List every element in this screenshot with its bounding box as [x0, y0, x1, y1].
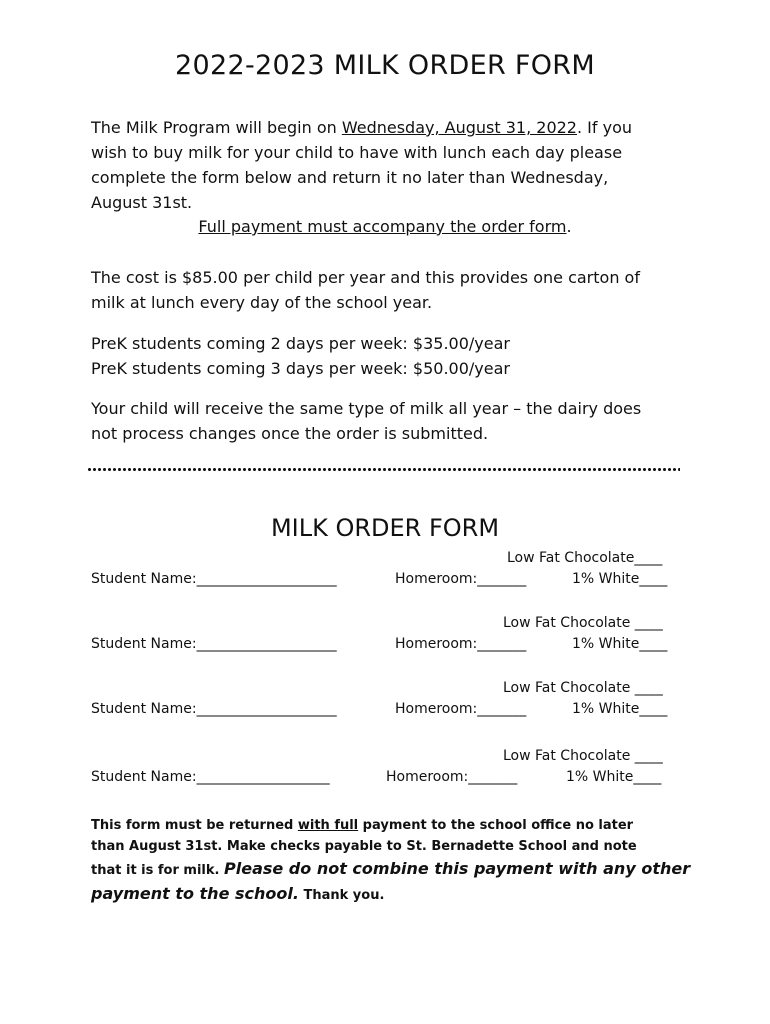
intro-line-4: August 31st.	[91, 193, 193, 212]
intro-line-1-end: . If you	[576, 118, 632, 137]
notice-line-2: not process changes once the order is submitted.	[91, 424, 489, 443]
footer-line-2: than August 31st. Make checks payable to St. Bernadette School and note	[91, 839, 637, 854]
footer-thank-you: Thank you.	[298, 888, 385, 903]
start-date: Wednesday, August 31, 2022	[341, 118, 577, 137]
footer-line-1	[91, 815, 691, 836]
footer-instructions	[91, 815, 691, 906]
payment-requirement-text: Full payment must accompany the order form	[198, 217, 567, 236]
row-2-homeroom-field[interactable]: Homeroom:_______	[395, 636, 527, 652]
payment-requirement-period: .	[566, 217, 572, 236]
row-2-student-name-field[interactable]: Student Name:____________________	[91, 636, 337, 652]
cost-paragraph	[91, 265, 691, 315]
footer-line-1-text: This form must be returned	[91, 818, 298, 833]
cost-line-1: The cost is $85.00 per child per year and this provides one carton of	[91, 268, 640, 287]
notice-paragraph	[91, 396, 691, 446]
intro-paragraph	[91, 115, 691, 215]
row-3-chocolate-option[interactable]: Low Fat Chocolate ____	[503, 680, 663, 696]
footer-emphasis-1: Please do not combine this payment with any other	[224, 859, 691, 878]
row-1-white-option[interactable]: 1% White____	[572, 571, 668, 587]
footer-line-3-text: that it is for milk.	[91, 863, 224, 878]
form-title: MILK ORDER FORM	[270, 514, 500, 542]
row-2-chocolate-option[interactable]: Low Fat Chocolate ____	[503, 615, 663, 631]
row-1-homeroom-field[interactable]: Homeroom:_______	[395, 571, 527, 587]
footer-line-1-end: payment to the school office no later	[358, 818, 634, 833]
intro-line-1	[91, 115, 691, 140]
payment-requirement	[0, 217, 770, 236]
intro-line-2: wish to buy milk for your child to have with lunch each day please	[91, 143, 623, 162]
row-3-white-option[interactable]: 1% White____	[572, 701, 668, 717]
intro-line-1-text: The Milk Program will begin on	[91, 118, 342, 137]
prek-pricing	[91, 331, 691, 381]
row-1-student-name-field[interactable]: Student Name:____________________	[91, 571, 337, 587]
prek-2-days: PreK students coming 2 days per week: $35.00/year	[91, 334, 510, 353]
intro-line-3: complete the form below and return it no later than Wednesday,	[91, 168, 609, 187]
footer-with-full: with full	[297, 818, 359, 833]
footer-line-3	[91, 858, 691, 881]
row-2-white-option[interactable]: 1% White____	[572, 636, 668, 652]
row-4-student-name-field[interactable]: Student Name:___________________	[91, 769, 330, 785]
row-4-chocolate-option[interactable]: Low Fat Chocolate ____	[503, 748, 663, 764]
footer-emphasis-2: payment to the school.	[91, 884, 299, 903]
row-3-homeroom-field[interactable]: Homeroom:_______	[395, 701, 527, 717]
prek-3-days: PreK students coming 3 days per week: $50.00/year	[91, 359, 510, 378]
row-3-student-name-field[interactable]: Student Name:____________________	[91, 701, 337, 717]
footer-line-4	[91, 883, 691, 906]
row-4-homeroom-field[interactable]: Homeroom:_______	[386, 769, 518, 785]
row-4-white-option[interactable]: 1% White____	[566, 769, 662, 785]
page-title: 2022-2023 MILK ORDER FORM	[175, 50, 595, 81]
cost-line-2: milk at lunch every day of the school year.	[91, 293, 433, 312]
dotted-cut-line	[87, 467, 680, 472]
notice-line-1: Your child will receive the same type of milk all year – the dairy does	[91, 399, 642, 418]
row-1-chocolate-option[interactable]: Low Fat Chocolate____	[507, 550, 663, 566]
